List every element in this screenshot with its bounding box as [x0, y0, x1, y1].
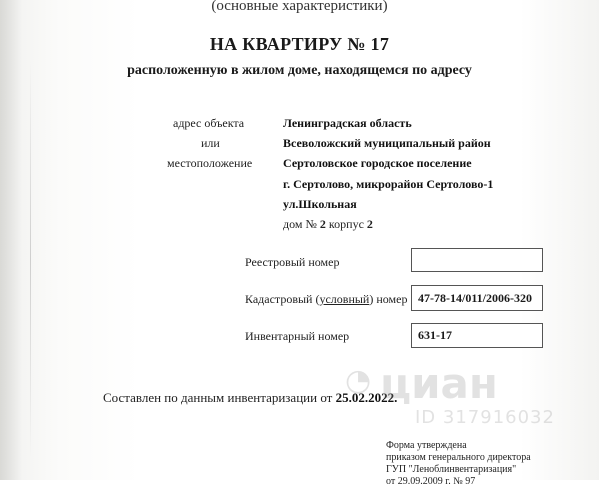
compiled-date: 25.02.2022.: [335, 390, 398, 405]
approval-line-3: ГУП "Леноблинвентаризация": [386, 464, 517, 475]
inventory-number-value: 631-17: [418, 328, 452, 342]
address-house: [283, 217, 373, 232]
compiled-prefix: Составлен по данным инвентаризации от: [103, 390, 333, 405]
house-prefix: дом №: [283, 217, 317, 231]
address-label: адрес объекта: [173, 116, 245, 130]
registry-number-label: Реестровый номер: [245, 255, 340, 269]
location-label: местоположение: [167, 156, 253, 170]
address-street: ул.Школьная: [283, 197, 357, 211]
address-district: Всеволожский муниципальный район: [283, 136, 491, 150]
cadastral-number-box: [411, 285, 543, 311]
address-or-label: или: [201, 136, 220, 150]
document-title: НА КВАРТИРУ № 17: [209, 34, 390, 54]
page-crease: [30, 60, 31, 460]
address-region: Ленинградская область: [283, 116, 412, 130]
registry-number-box: [411, 248, 543, 272]
cadastral-label-pre: Кадастровый (: [245, 292, 320, 306]
building-number: 2: [366, 217, 373, 231]
cadastral-label-post: ) номер: [369, 292, 408, 306]
watermark: [340, 355, 570, 445]
inventory-number-label: Инвентарный номер: [245, 329, 350, 343]
cadastral-number-value: 47-78-14/011/2006-320: [418, 290, 532, 305]
document-subtitle-top: (основные характеристики): [211, 0, 388, 14]
watermark-brand: циан: [380, 359, 498, 408]
address-settlement: Сертоловское городское поселение: [283, 156, 472, 170]
approval-line-1: Форма утверждена: [386, 440, 467, 451]
approval-line-4: от 29.09.2009 г. № 97: [386, 476, 476, 487]
address-city: г. Сертолово, микрорайон Сертолово-1: [283, 177, 494, 191]
cadastral-label-underlined: условный: [319, 292, 370, 306]
document-subtitle: расположенную в жилом доме, находящемся по адресу: [127, 63, 472, 78]
cadastral-number-label: [245, 292, 407, 307]
cian-logo-icon: ◔: [345, 363, 372, 398]
house-number: 2: [319, 217, 326, 231]
approval-line-2: приказом генерального директора: [386, 452, 531, 463]
building-prefix: корпус: [328, 217, 364, 231]
inventory-number-box: [411, 323, 543, 348]
watermark-id: ID 317916032: [415, 407, 555, 428]
